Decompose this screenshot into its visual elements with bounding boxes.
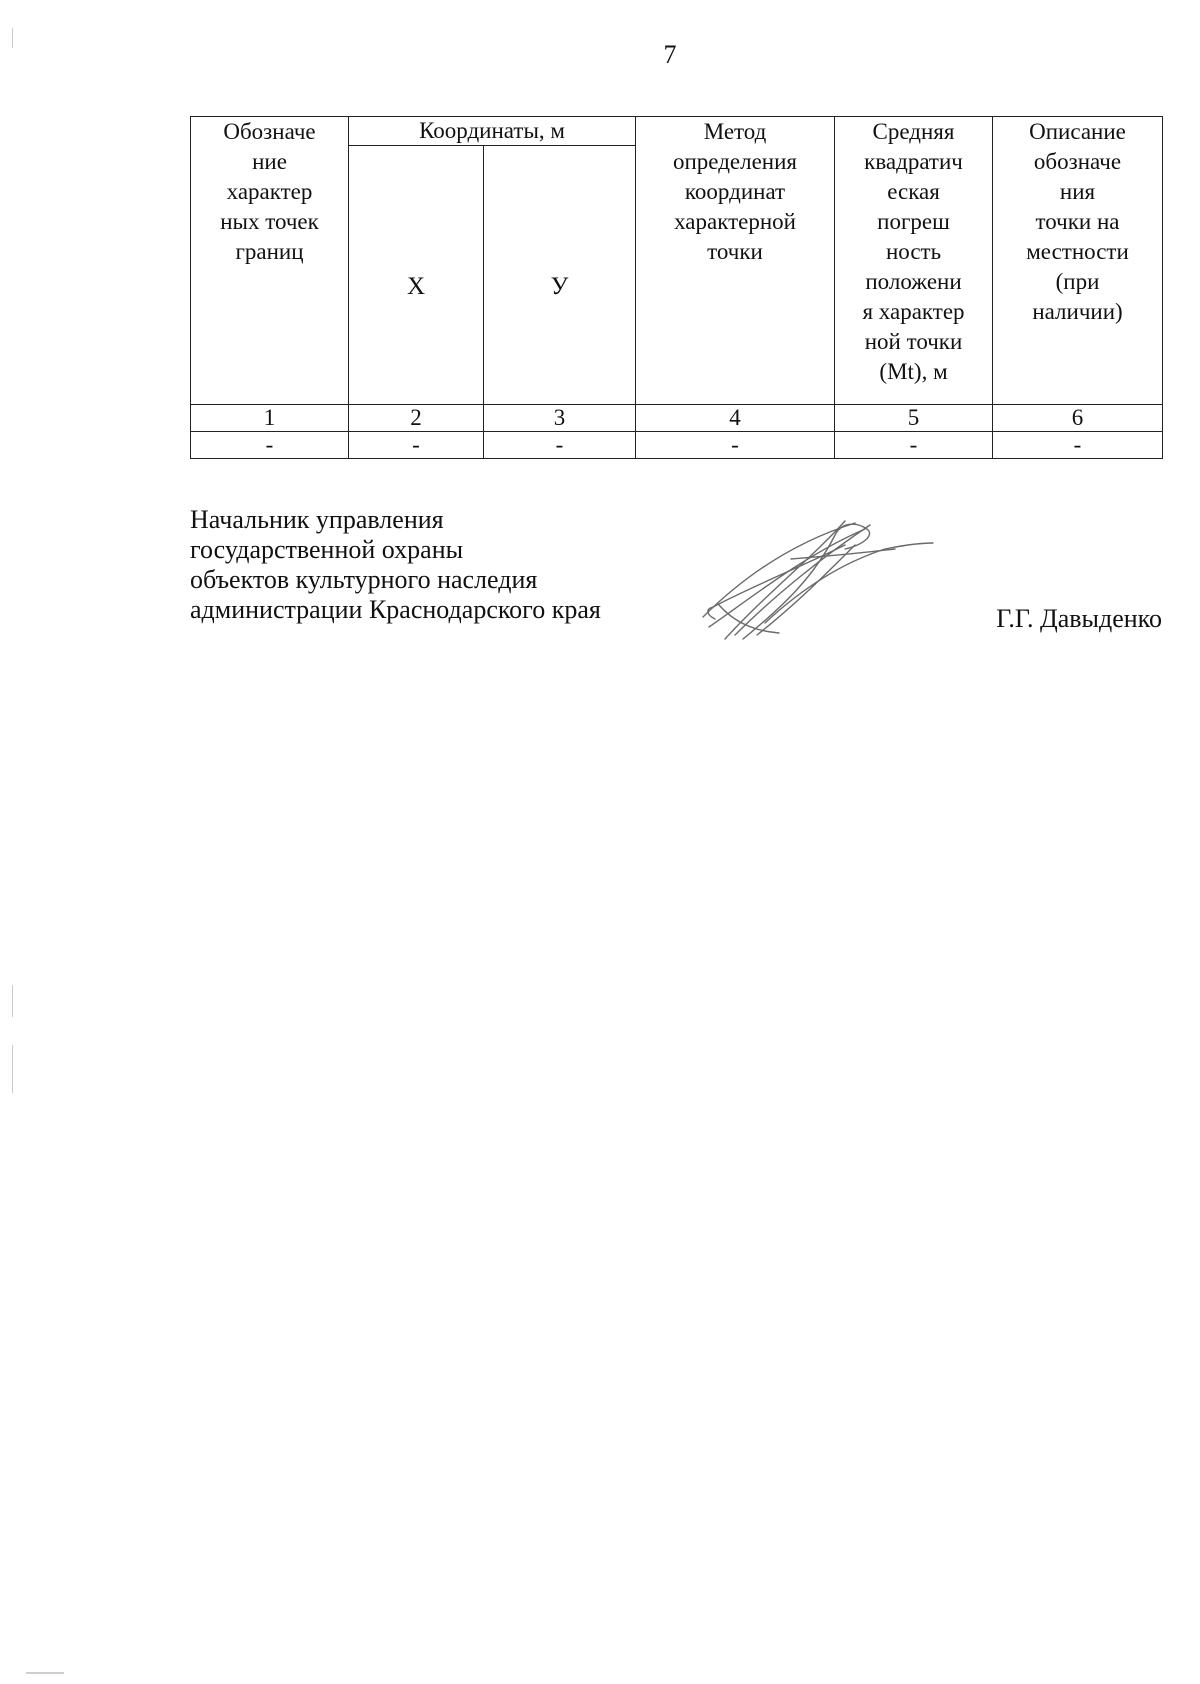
header-designation: Обозначе ние характер ных точек границ: [191, 117, 349, 405]
table-cell: -: [993, 432, 1163, 459]
header-method: Метод определения координат характерной точки: [636, 117, 835, 405]
scan-edge-lower: [12, 1045, 13, 1093]
column-number: 5: [835, 405, 993, 432]
signer-position-line: Начальник управления: [190, 505, 444, 534]
table-row: [191, 432, 1163, 459]
column-number-row: [191, 405, 1163, 432]
signer-position-line: государственной охраны: [190, 535, 464, 564]
signer-name: Г.Г. Давыденко: [996, 604, 1162, 633]
table-cell: -: [835, 432, 993, 459]
signer-position: [190, 505, 601, 625]
boundary-points-table: [190, 116, 1163, 459]
table-header-row: [191, 117, 1163, 146]
scan-edge-middle: [12, 985, 13, 1017]
table-cell: -: [636, 432, 835, 459]
signer-position-line: объектов культурного наследия: [190, 565, 538, 594]
column-number: 4: [636, 405, 835, 432]
header-coordinates: Координаты, м: [349, 117, 636, 146]
table-cell: -: [484, 432, 636, 459]
signer-position-line: администрации Краснодарского края: [190, 595, 601, 624]
column-number: 1: [191, 405, 349, 432]
signature-block: [190, 505, 1162, 645]
scan-edge-bottom: [26, 1672, 64, 1674]
table-cell: -: [349, 432, 484, 459]
table-cell: -: [191, 432, 349, 459]
header-description: Описание обозначе ния точки на местности (при наличии): [993, 117, 1163, 405]
column-number: 3: [484, 405, 636, 432]
handwritten-signature: [695, 515, 935, 645]
column-number: 2: [349, 405, 484, 432]
header-error: Средняя квадратич еская погреш ность положени я характер ной точки (Mt), м: [835, 117, 993, 405]
header-y: У: [484, 146, 636, 405]
column-number: 6: [993, 405, 1163, 432]
header-x: Х: [349, 146, 484, 405]
page-number: 7: [663, 40, 677, 69]
